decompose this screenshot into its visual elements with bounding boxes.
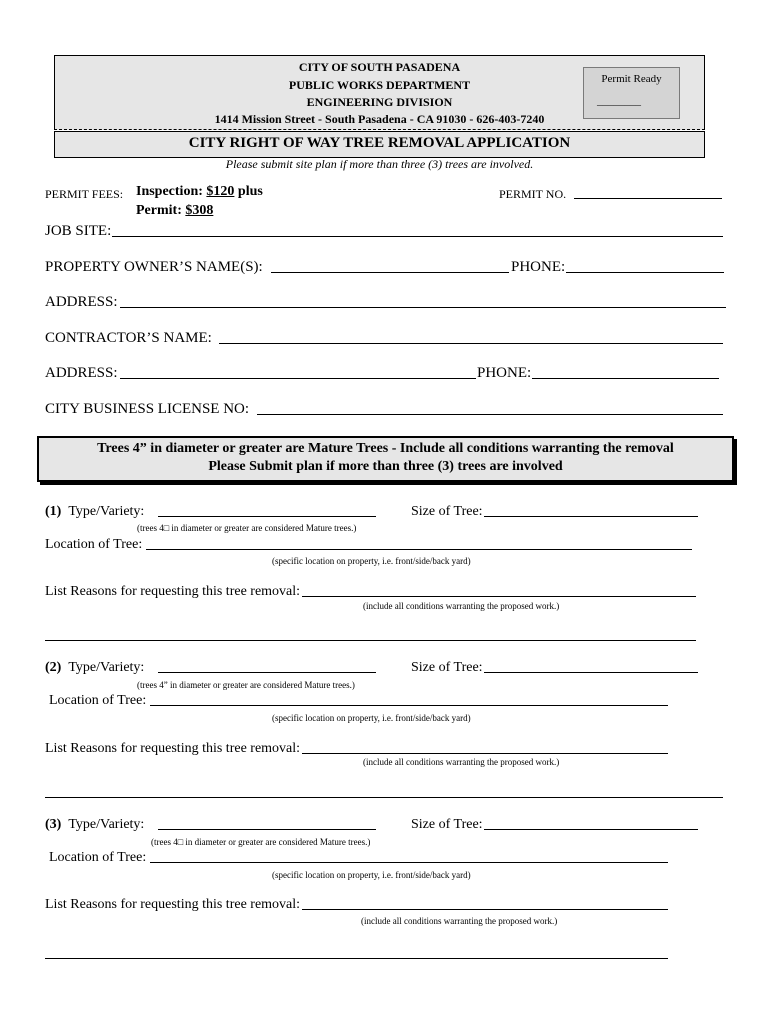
permit-fees-label: PERMIT FEES: [45, 187, 124, 201]
tree-reasons-field[interactable] [302, 596, 696, 597]
permit-ready-blank: ________ [597, 95, 641, 107]
location-note: (specific location on property, i.e. front/side/back yard) [272, 713, 471, 723]
tree-size-label: Size of Tree: [411, 660, 483, 675]
permit-no-label: PERMIT NO. [499, 187, 567, 201]
form-subtitle: Please submit site plan if more than three (3) trees are involved. [225, 157, 534, 171]
tree-size-field[interactable] [484, 672, 698, 673]
permit-fee: Permit: $308 [136, 203, 214, 218]
tree-location-label: Location of Tree: [49, 693, 147, 708]
tree-location-field[interactable] [150, 705, 668, 706]
address-field[interactable] [120, 307, 726, 308]
business-license-field[interactable] [257, 414, 723, 415]
tree-number: (3) Type/Variety: [45, 817, 145, 832]
contractor-name-label: CONTRACTOR’S NAME: [45, 330, 212, 346]
tree-reasons-field[interactable] [302, 753, 668, 754]
reasons-note: (include all conditions warranting the proposed work.) [363, 601, 560, 611]
tree-reasons-field-extra[interactable] [45, 797, 723, 798]
job-site-label: JOB SITE: [45, 223, 112, 239]
owner-phone-label: PHONE: [511, 259, 566, 275]
tree-number: (1) Type/Variety: [45, 504, 145, 519]
tree-reasons-field-extra[interactable] [45, 958, 668, 959]
contractor-phone-label: PHONE: [477, 365, 532, 381]
inspection-fee: Inspection: $120 plus [136, 184, 263, 199]
location-note: (specific location on property, i.e. front/side/back yard) [272, 870, 471, 880]
tree-size-label: Size of Tree: [411, 817, 483, 832]
address-label: ADDRESS: [45, 294, 118, 310]
reasons-note: (include all conditions warranting the proposed work.) [363, 757, 560, 767]
tree-reasons-label: List Reasons for requesting this tree removal: [45, 897, 301, 912]
contractor-address-label: ADDRESS: [45, 365, 118, 381]
mature-notice-line1: Trees 4” in diameter or greater are Mature Trees - Include all conditions warranting the removal [97, 441, 674, 456]
job-site-field[interactable] [112, 236, 723, 237]
tree-size-label: Size of Tree: [411, 504, 483, 519]
tree-size-field[interactable] [484, 516, 698, 517]
header-divider [54, 129, 705, 130]
tree-number: (2) Type/Variety: [45, 660, 145, 675]
contractor-name-field[interactable] [219, 343, 723, 344]
tree-reasons-field-extra[interactable] [45, 640, 696, 641]
tree-location-field[interactable] [146, 549, 692, 550]
tree-reasons-label: List Reasons for requesting this tree removal: [45, 584, 301, 599]
business-license-label: CITY BUSINESS LICENSE NO: [45, 401, 250, 417]
tree-type-field[interactable] [158, 672, 376, 673]
contractor-address-field[interactable] [120, 378, 476, 379]
tree-reasons-label: List Reasons for requesting this tree removal: [45, 741, 301, 756]
tree-location-field[interactable] [150, 862, 668, 863]
owner-phone-field[interactable] [566, 272, 724, 273]
header-city: CITY OF SOUTH PASADENA [298, 60, 461, 74]
contractor-phone-field[interactable] [532, 378, 719, 379]
permit-ready-label: Permit Ready [601, 73, 662, 85]
mature-note: (trees 4□ in diameter or greater are considered Mature trees.) [137, 523, 357, 533]
mature-note: (trees 4□ in diameter or greater are considered Mature trees.) [151, 837, 371, 847]
permit-no-field[interactable] [574, 198, 722, 199]
tree-type-field[interactable] [158, 516, 376, 517]
mature-notice-line2: Please Submit plan if more than three (3) trees are involved [208, 459, 563, 474]
tree-type-field[interactable] [158, 829, 376, 830]
header-address: 1414 Mission Street - South Pasadena - CA 91030 - 626-403-7240 [214, 112, 545, 126]
reasons-note: (include all conditions warranting the proposed work.) [361, 916, 558, 926]
owner-name-label: PROPERTY OWNER’S NAME(S): [45, 259, 263, 275]
mature-note: (trees 4” in diameter or greater are considered Mature trees.) [137, 680, 355, 690]
owner-name-field[interactable] [271, 272, 509, 273]
tree-size-field[interactable] [484, 829, 698, 830]
header-department: PUBLIC WORKS DEPARTMENT [288, 78, 471, 92]
tree-location-label: Location of Tree: [49, 850, 147, 865]
tree-reasons-field[interactable] [302, 909, 668, 910]
location-note: (specific location on property, i.e. front/side/back yard) [272, 556, 471, 566]
tree-location-label: Location of Tree: [45, 537, 143, 552]
header-division: ENGINEERING DIVISION [306, 95, 453, 109]
form-title: CITY RIGHT OF WAY TREE REMOVAL APPLICATION [188, 135, 571, 151]
